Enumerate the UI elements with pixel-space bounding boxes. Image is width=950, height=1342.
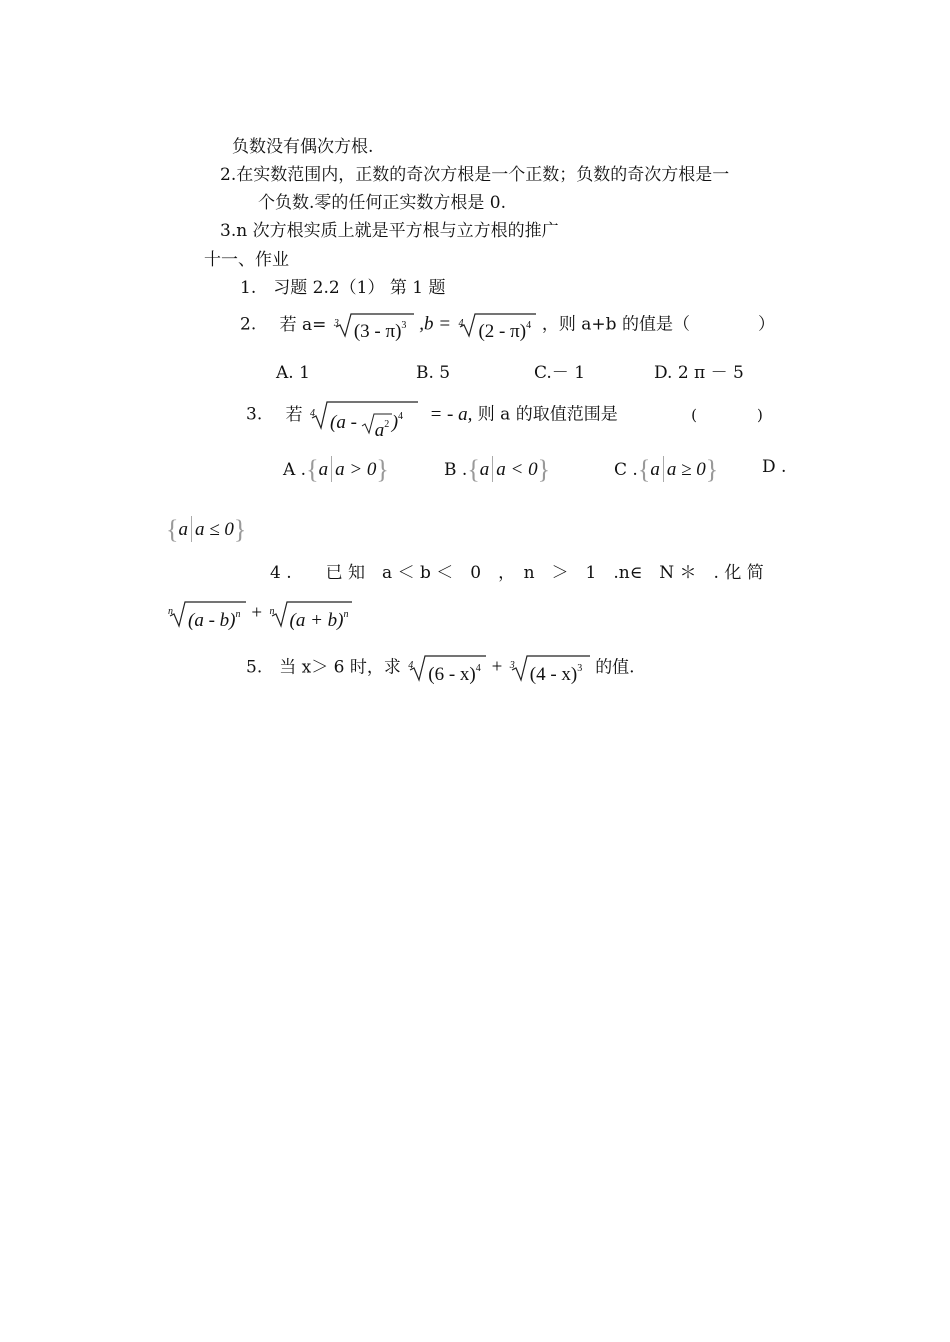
q3-sqrt-pow: 2 [384, 418, 390, 430]
section-title: 十一、作业 [204, 250, 289, 270]
homework-q2 [240, 312, 775, 342]
summary-line-2b: 个负数.零的任何正实数方根是 0. [258, 193, 507, 213]
q5-t1-expr: (6 - x) [428, 664, 476, 685]
q2-a-pow: 3 [401, 320, 407, 331]
summary-line-2a: 2.在实数范围内，正数的奇次方根是一个正数；负数的奇次方根是一 [220, 165, 730, 185]
set-brace-left: { [637, 455, 651, 484]
set-var: a [318, 459, 329, 480]
q3-option-b-set: a < 0 [496, 459, 538, 480]
q3-number: 3. [246, 404, 263, 425]
q4-term1-expr: (a - b) [188, 610, 236, 631]
q3-option-a [283, 456, 389, 482]
q3-prefix: 若 [285, 404, 303, 425]
set-var: a [178, 519, 188, 540]
q5-radical-2 [508, 654, 590, 685]
q3-index: 4 [310, 408, 316, 419]
homework-q4-expr [166, 600, 352, 631]
q2-a-index: 3 [333, 318, 339, 329]
q3-answer-paren: ( ) [691, 405, 763, 424]
q4-term2-index: n [269, 606, 275, 617]
q5-plus: + [491, 656, 503, 678]
q5-t1-pow: 4 [475, 663, 481, 674]
set-bar [331, 456, 332, 482]
q5-t2-pow: 3 [577, 663, 583, 674]
q3-option-a-label: A . [283, 460, 307, 480]
q3-inner-left: (a - [330, 412, 357, 433]
q2-option-a: A. 1 [276, 363, 310, 383]
q4-radical-2 [268, 600, 352, 631]
q3-option-c-label: C . [614, 460, 638, 480]
q2-suffix: ，则 a+b 的值是（ ） [541, 314, 775, 335]
q4-term1-pow: n [235, 609, 241, 620]
q5-radical-1 [406, 654, 486, 685]
homework-q5 [246, 654, 635, 685]
homework-q1: 1. 习题 2.2（1） 第 1 题 [240, 278, 446, 298]
set-bar [663, 456, 664, 482]
set-brace-right: } [705, 455, 719, 484]
q3-inner-right: ) [391, 412, 399, 433]
set-brace-left: { [467, 455, 480, 484]
homework-q4-text: 4 . 已 知 a ＜ b ＜ 0 ， n ＞ 1 .n∈ N ＊ . 化 简 [270, 563, 764, 583]
set-brace-left: { [166, 515, 179, 544]
q3-option-c [614, 456, 718, 482]
q5-suffix: 的值. [595, 657, 635, 678]
q3-option-b [444, 456, 550, 482]
q2-b-radical [456, 312, 536, 342]
set-bar [191, 516, 192, 542]
q3-option-c-set: a ≥ 0 [666, 459, 706, 480]
q5-t1-index: 4 [408, 660, 414, 671]
set-brace-right: } [376, 455, 389, 484]
q2-a-expr: (3 - π) [353, 321, 402, 342]
q2-number: 2. [240, 314, 257, 335]
q2-b-pow: 4 [526, 320, 532, 331]
q3-option-b-label: B . [444, 460, 468, 480]
set-brace-left: { [306, 455, 319, 484]
q2-option-b: B. 5 [416, 363, 451, 383]
set-var: a [650, 459, 660, 480]
summary-line-3: 3.n 次方根实质上就是平方根与立方根的推广 [220, 221, 559, 241]
q2-b-expr: (2 - π) [478, 321, 527, 342]
q3-outer-pow: 4 [398, 411, 404, 422]
q3-option-a-set: a > 0 [335, 459, 377, 480]
q4-plus: + [251, 602, 263, 624]
q4-term1-index: n [168, 606, 173, 617]
q4-term2-pow: n [343, 609, 349, 620]
q2-a-radical [332, 312, 414, 342]
homework-q3 [246, 400, 763, 441]
summary-line-1: 负数没有偶次方根. [232, 137, 374, 157]
q5-t2-index: 3 [509, 660, 515, 671]
q4-term2-expr: (a + b) [289, 610, 344, 631]
q2-prefix: 若 a= [279, 314, 327, 335]
q3-option-d-set-text: a ≤ 0 [194, 519, 234, 540]
set-brace-right: } [537, 455, 551, 484]
q5-t2-expr: (4 - x) [529, 664, 578, 685]
q3-option-d-label: D . [762, 457, 787, 477]
set-bar [492, 456, 493, 482]
q3-sqrt-term: a [374, 419, 385, 441]
set-brace-right: } [233, 515, 247, 544]
q2-b-label: ,b = [419, 313, 452, 335]
q5-prefix: 5. 当 x＞ 6 时，求 [246, 657, 401, 678]
q2-option-c: C.－ 1 [534, 363, 586, 383]
q3-option-d-set [166, 516, 246, 542]
q2-option-d: D. 2 π － 5 [654, 363, 744, 383]
q3-suffix: 则 a 的取值范围是 [477, 404, 618, 425]
q3-rhs: = - a, [429, 403, 473, 425]
q4-radical-1 [166, 600, 246, 631]
q3-radical [308, 400, 418, 441]
q2-b-index: 4 [458, 318, 464, 329]
q3-inner-sqrt [362, 413, 392, 441]
set-var: a [479, 459, 490, 480]
